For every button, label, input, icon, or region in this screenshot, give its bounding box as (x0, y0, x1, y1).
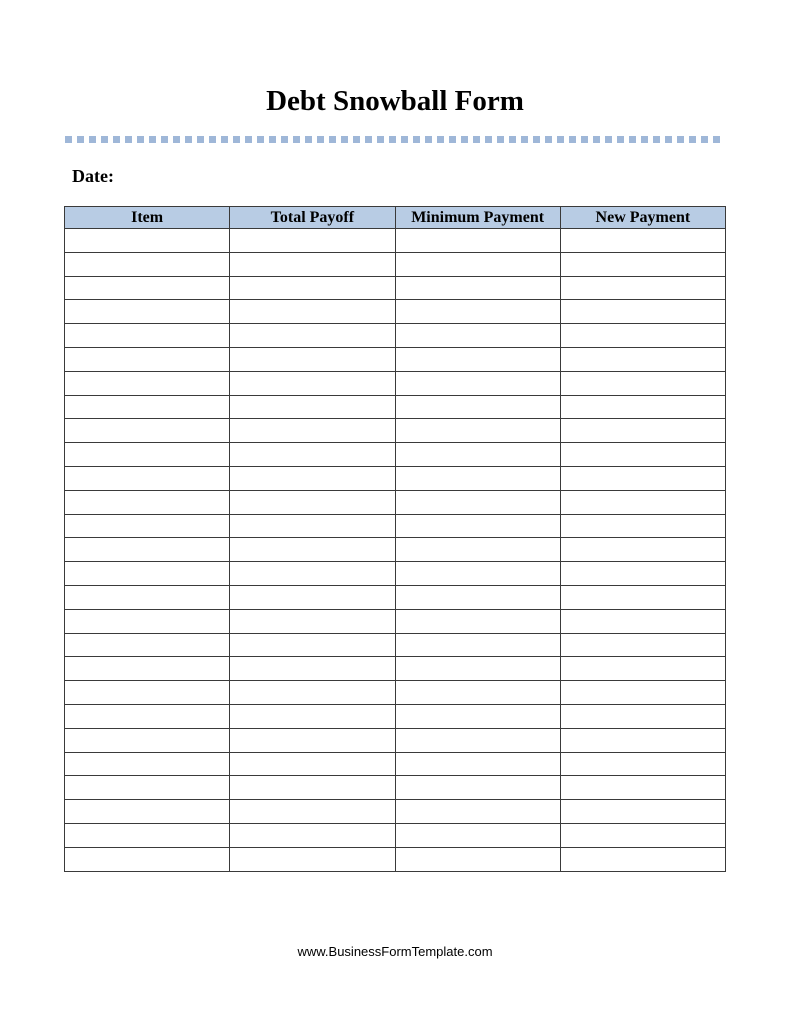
cell-new-payment[interactable] (560, 847, 725, 871)
cell-new-payment[interactable] (560, 514, 725, 538)
table-row (65, 633, 726, 657)
cell-minimum-payment[interactable] (395, 443, 560, 467)
table-body (65, 229, 726, 872)
cell-minimum-payment[interactable] (395, 395, 560, 419)
cell-item[interactable] (65, 252, 230, 276)
cell-total-payoff[interactable] (230, 276, 395, 300)
cell-new-payment[interactable] (560, 609, 725, 633)
cell-total-payoff[interactable] (230, 728, 395, 752)
cell-item[interactable] (65, 681, 230, 705)
cell-new-payment[interactable] (560, 443, 725, 467)
cell-total-payoff[interactable] (230, 800, 395, 824)
cell-item[interactable] (65, 371, 230, 395)
column-header-minimum-payment: Minimum Payment (395, 207, 560, 229)
cell-item[interactable] (65, 490, 230, 514)
cell-minimum-payment[interactable] (395, 609, 560, 633)
cell-new-payment[interactable] (560, 728, 725, 752)
cell-new-payment[interactable] (560, 252, 725, 276)
cell-item[interactable] (65, 466, 230, 490)
cell-minimum-payment[interactable] (395, 252, 560, 276)
cell-new-payment[interactable] (560, 347, 725, 371)
table-row (65, 776, 726, 800)
cell-new-payment[interactable] (560, 419, 725, 443)
table-row (65, 324, 726, 348)
cell-total-payoff[interactable] (230, 443, 395, 467)
table-row (65, 395, 726, 419)
table-row (65, 419, 726, 443)
cell-total-payoff[interactable] (230, 585, 395, 609)
cell-total-payoff[interactable] (230, 562, 395, 586)
cell-total-payoff[interactable] (230, 514, 395, 538)
cell-new-payment[interactable] (560, 776, 725, 800)
table-row (65, 704, 726, 728)
cell-new-payment[interactable] (560, 371, 725, 395)
cell-total-payoff[interactable] (230, 229, 395, 253)
table-row (65, 514, 726, 538)
cell-item[interactable] (65, 728, 230, 752)
cell-total-payoff[interactable] (230, 538, 395, 562)
cell-minimum-payment[interactable] (395, 324, 560, 348)
table-row (65, 371, 726, 395)
cell-minimum-payment[interactable] (395, 800, 560, 824)
cell-total-payoff[interactable] (230, 609, 395, 633)
debt-table (64, 206, 726, 872)
cell-minimum-payment[interactable] (395, 538, 560, 562)
cell-new-payment[interactable] (560, 395, 725, 419)
cell-item[interactable] (65, 324, 230, 348)
cell-new-payment[interactable] (560, 276, 725, 300)
cell-total-payoff[interactable] (230, 324, 395, 348)
table-row (65, 490, 726, 514)
cell-item[interactable] (65, 847, 230, 871)
table-row (65, 300, 726, 324)
cell-item[interactable] (65, 229, 230, 253)
table-header-row (65, 207, 726, 229)
cell-minimum-payment[interactable] (395, 776, 560, 800)
cell-minimum-payment[interactable] (395, 276, 560, 300)
cell-total-payoff[interactable] (230, 704, 395, 728)
footer-url: www.BusinessFormTemplate.com (297, 944, 493, 959)
form-title: Debt Snowball Form (266, 85, 524, 117)
table-row (65, 585, 726, 609)
cell-new-payment[interactable] (560, 562, 725, 586)
cell-minimum-payment[interactable] (395, 562, 560, 586)
cell-minimum-payment[interactable] (395, 752, 560, 776)
table-row (65, 538, 726, 562)
cell-total-payoff[interactable] (230, 823, 395, 847)
table-row (65, 347, 726, 371)
cell-total-payoff[interactable] (230, 752, 395, 776)
cell-new-payment[interactable] (560, 585, 725, 609)
cell-new-payment[interactable] (560, 324, 725, 348)
cell-total-payoff[interactable] (230, 347, 395, 371)
cell-minimum-payment[interactable] (395, 300, 560, 324)
cell-item[interactable] (65, 752, 230, 776)
cell-item[interactable] (65, 800, 230, 824)
cell-minimum-payment[interactable] (395, 371, 560, 395)
table-row (65, 609, 726, 633)
cell-item[interactable] (65, 562, 230, 586)
dotted-divider (65, 136, 725, 143)
cell-item[interactable] (65, 276, 230, 300)
cell-total-payoff[interactable] (230, 681, 395, 705)
cell-new-payment[interactable] (560, 657, 725, 681)
cell-new-payment[interactable] (560, 300, 725, 324)
date-label: Date: (72, 166, 114, 186)
table-row (65, 252, 726, 276)
cell-item[interactable] (65, 514, 230, 538)
cell-minimum-payment[interactable] (395, 347, 560, 371)
cell-total-payoff[interactable] (230, 371, 395, 395)
table-row (65, 681, 726, 705)
cell-minimum-payment[interactable] (395, 704, 560, 728)
table-row (65, 443, 726, 467)
cell-new-payment[interactable] (560, 229, 725, 253)
cell-item[interactable] (65, 609, 230, 633)
cell-new-payment[interactable] (560, 752, 725, 776)
cell-item[interactable] (65, 776, 230, 800)
cell-new-payment[interactable] (560, 681, 725, 705)
cell-item[interactable] (65, 823, 230, 847)
table-row (65, 466, 726, 490)
cell-minimum-payment[interactable] (395, 633, 560, 657)
cell-item[interactable] (65, 300, 230, 324)
cell-minimum-payment[interactable] (395, 229, 560, 253)
table-row (65, 752, 726, 776)
cell-minimum-payment[interactable] (395, 514, 560, 538)
cell-minimum-payment[interactable] (395, 823, 560, 847)
cell-total-payoff[interactable] (230, 419, 395, 443)
column-header-item: Item (65, 207, 230, 229)
cell-minimum-payment[interactable] (395, 847, 560, 871)
table-row (65, 800, 726, 824)
cell-total-payoff[interactable] (230, 847, 395, 871)
cell-minimum-payment[interactable] (395, 585, 560, 609)
cell-item[interactable] (65, 585, 230, 609)
cell-item[interactable] (65, 538, 230, 562)
table-row (65, 276, 726, 300)
table-row (65, 728, 726, 752)
cell-new-payment[interactable] (560, 490, 725, 514)
table-row (65, 823, 726, 847)
cell-total-payoff[interactable] (230, 252, 395, 276)
column-header-total-payoff: Total Payoff (230, 207, 395, 229)
cell-item[interactable] (65, 347, 230, 371)
cell-new-payment[interactable] (560, 633, 725, 657)
cell-new-payment[interactable] (560, 704, 725, 728)
cell-total-payoff[interactable] (230, 633, 395, 657)
cell-item[interactable] (65, 657, 230, 681)
table-row (65, 847, 726, 871)
cell-item[interactable] (65, 704, 230, 728)
cell-total-payoff[interactable] (230, 466, 395, 490)
cell-item[interactable] (65, 633, 230, 657)
cell-minimum-payment[interactable] (395, 419, 560, 443)
cell-total-payoff[interactable] (230, 657, 395, 681)
cell-minimum-payment[interactable] (395, 728, 560, 752)
cell-item[interactable] (65, 419, 230, 443)
cell-total-payoff[interactable] (230, 395, 395, 419)
table-row (65, 562, 726, 586)
cell-minimum-payment[interactable] (395, 490, 560, 514)
cell-item[interactable] (65, 443, 230, 467)
table-row (65, 657, 726, 681)
cell-total-payoff[interactable] (230, 490, 395, 514)
cell-new-payment[interactable] (560, 466, 725, 490)
cell-minimum-payment[interactable] (395, 657, 560, 681)
column-header-new-payment: New Payment (560, 207, 725, 229)
cell-total-payoff[interactable] (230, 300, 395, 324)
cell-minimum-payment[interactable] (395, 681, 560, 705)
cell-new-payment[interactable] (560, 823, 725, 847)
cell-new-payment[interactable] (560, 800, 725, 824)
table-row (65, 229, 726, 253)
cell-minimum-payment[interactable] (395, 466, 560, 490)
cell-item[interactable] (65, 395, 230, 419)
cell-new-payment[interactable] (560, 538, 725, 562)
cell-total-payoff[interactable] (230, 776, 395, 800)
